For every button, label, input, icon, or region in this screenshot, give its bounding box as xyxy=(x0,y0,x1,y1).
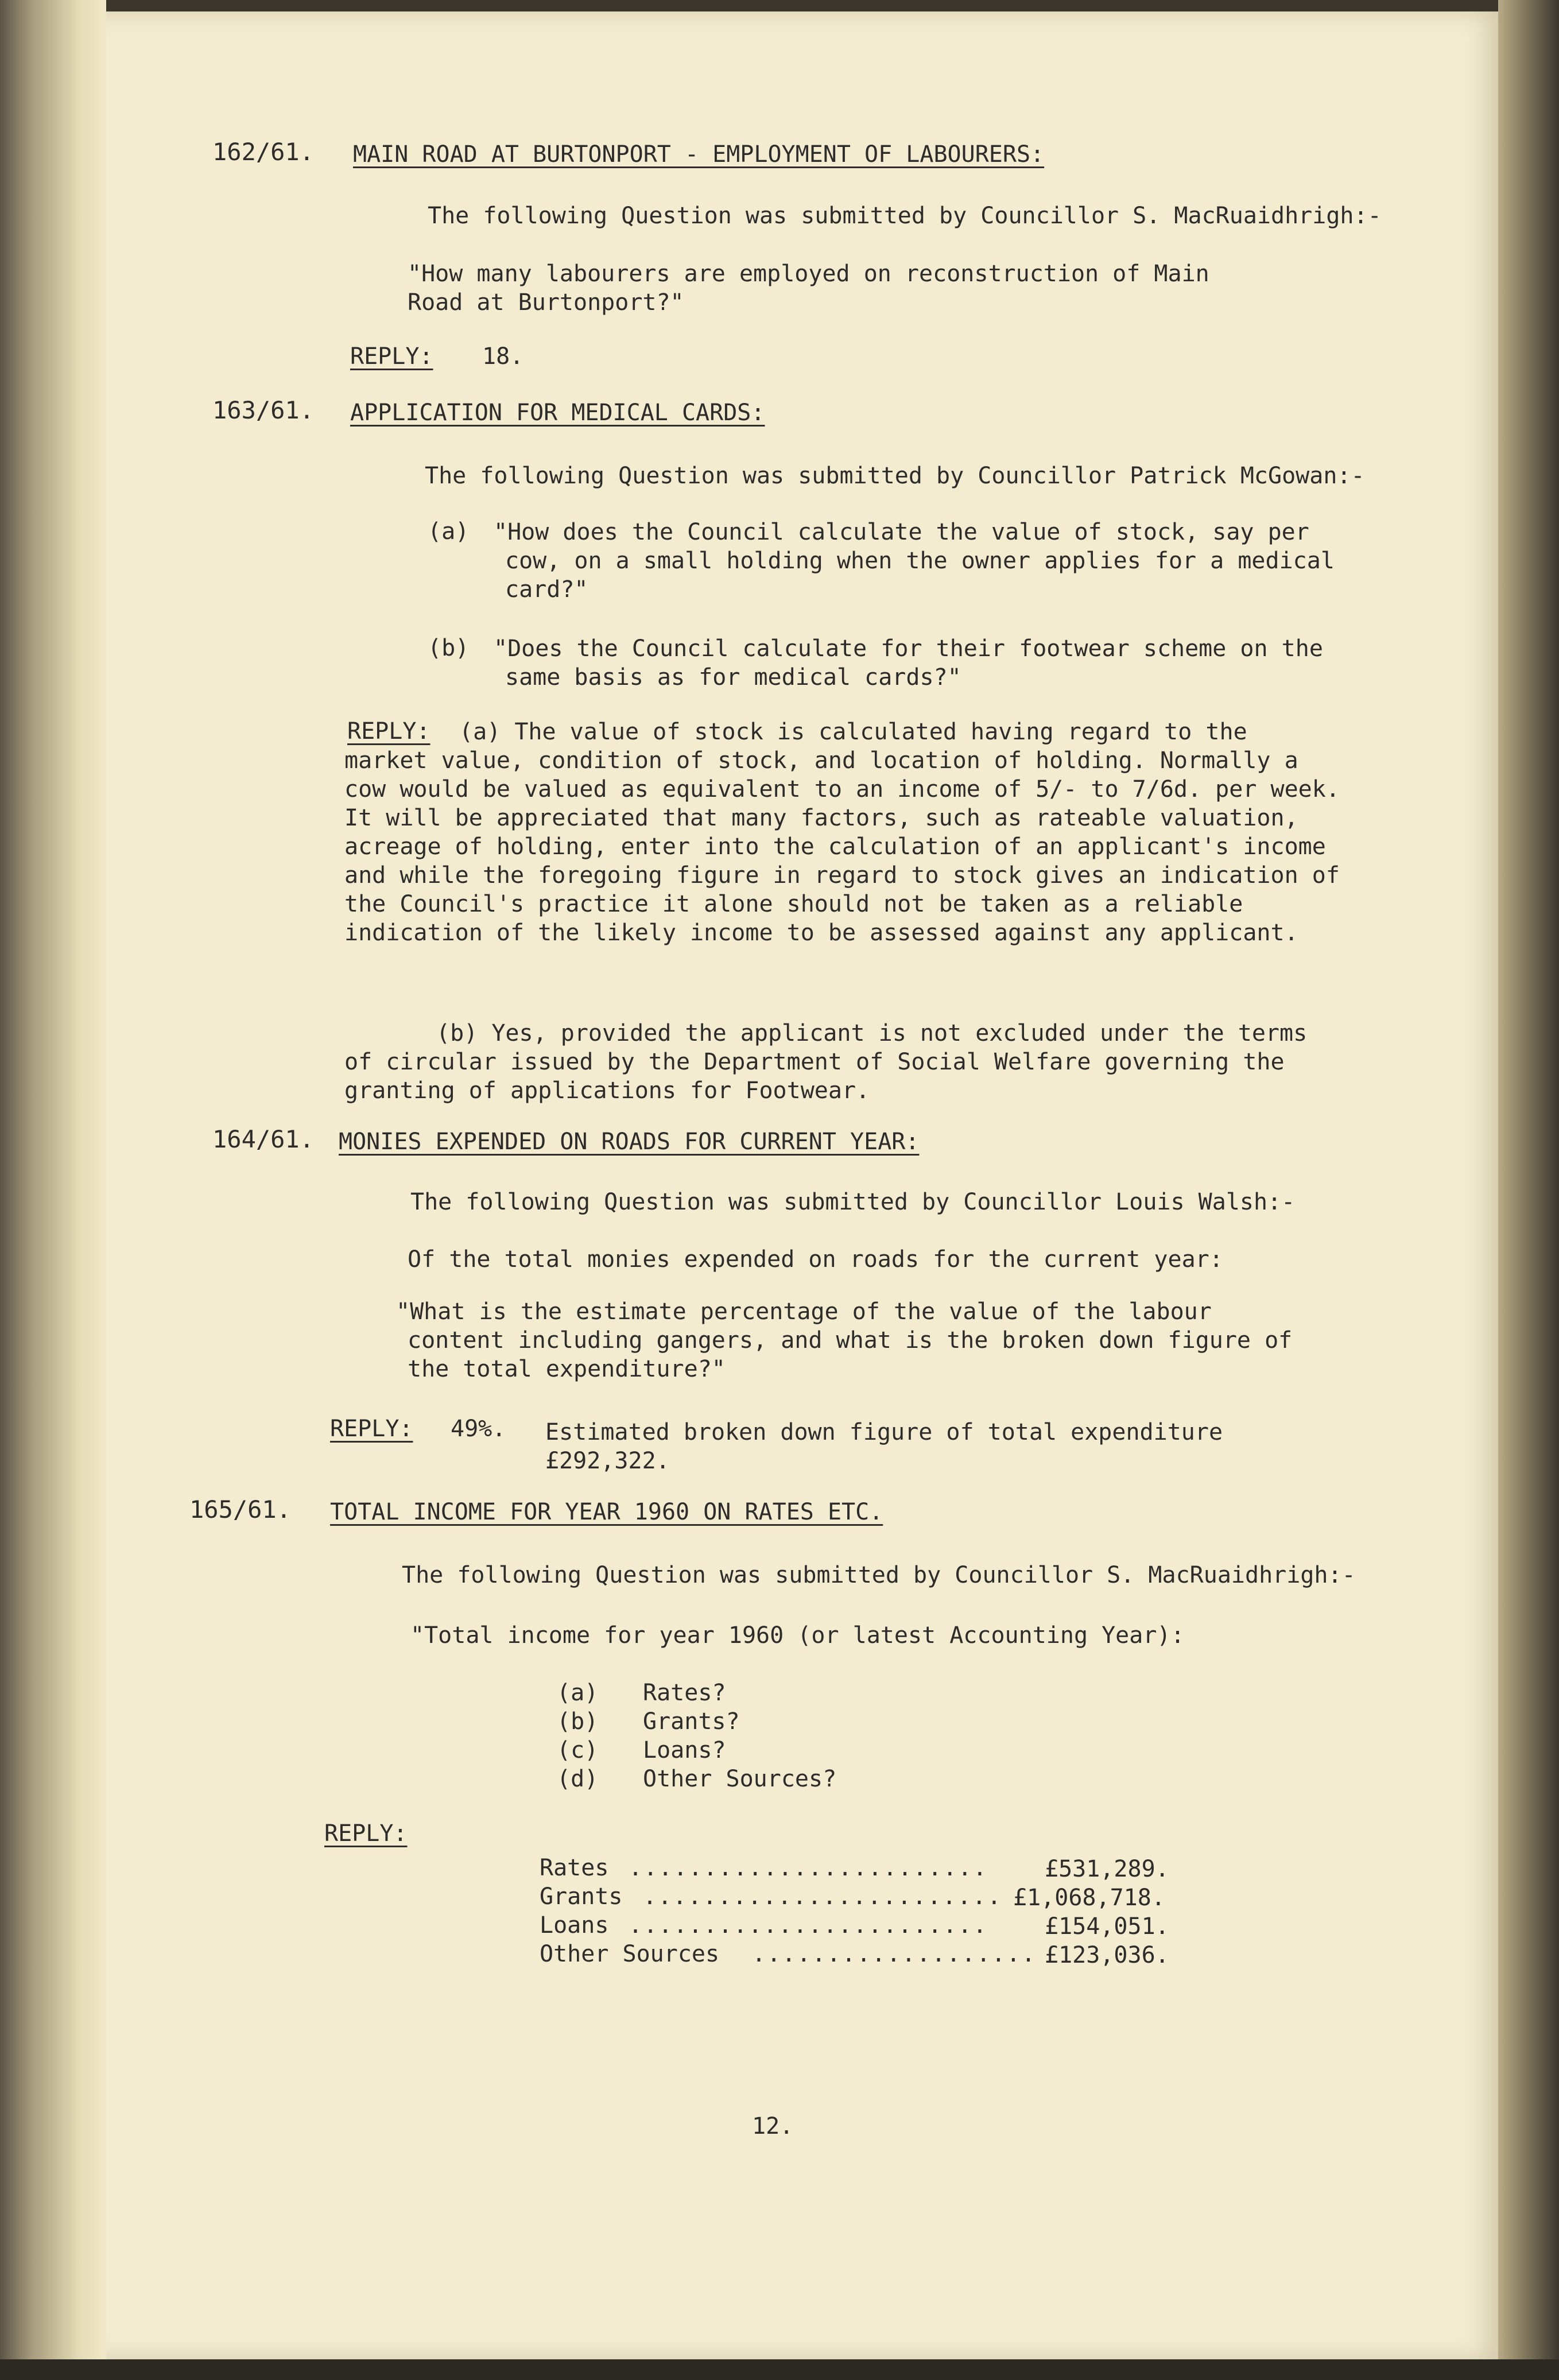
income-row-name: Loans xyxy=(540,1912,609,1939)
question-sub-intro: Of the total monies expended on roads for the current year: xyxy=(408,1246,1223,1273)
question-intro: The following Question was submitted by Councillor S. MacRuaidhrigh:- xyxy=(402,1562,1356,1588)
item-heading: MONIES EXPENDED ON ROADS FOR CURRENT YEAR: xyxy=(339,1129,920,1155)
item-number: 165/61. xyxy=(189,1495,292,1524)
income-row-amount: £123,036. xyxy=(1045,1942,1169,1968)
reply-label: REPLY: xyxy=(330,1416,413,1442)
sub-item-label: (a) xyxy=(557,1680,599,1706)
reply-text: Estimated broken down figure of total expenditure £292,322. xyxy=(545,1419,1223,1474)
scan-top-border xyxy=(0,0,1559,11)
question-intro: The following Question was submitted by Councillor Patrick McGowan:- xyxy=(425,463,1365,489)
question-label-a: (a) xyxy=(428,518,470,545)
reply-label: REPLY: xyxy=(347,718,431,745)
reply-a-text: (a) The value of stock is calculated having regard to the market value, condition of stock, and location of holding. Normally a cow would be valued as equivalent to an income of 5/- to 7/6d. per week. It will be appreciated that many factors, such as rateable valuation, acreage of holding, enter into the calculation of an applicant's income and while the foregoing figure in regard to stock gives an indication of the Council's practice it alone should not be taken as a reliable indication of the likely income to be assessed against any applicant. xyxy=(344,719,1340,946)
income-row-amount: £1,068,718. xyxy=(1013,1885,1165,1911)
question-text: "How many labourers are employed on reconstruction of Main Road at Burtonport?" xyxy=(408,261,1209,316)
income-row-leader: ........................ xyxy=(643,1883,1002,1910)
item-number: 162/61. xyxy=(212,138,315,166)
book-spine xyxy=(0,0,106,2380)
question-b-text: "Does the Council calculate for their footwear scheme on the same basis as for medical cards?" xyxy=(494,635,1323,691)
income-row-amount: £154,051. xyxy=(1045,1913,1169,1940)
income-row-amount: £531,289. xyxy=(1045,1856,1169,1882)
sub-item-label: (c) xyxy=(557,1737,599,1763)
sub-item-text: Rates? xyxy=(643,1680,726,1706)
document-page xyxy=(86,11,1504,2359)
sub-item-text: Loans? xyxy=(643,1737,726,1763)
sub-item-text: Grants? xyxy=(643,1708,740,1735)
item-heading: TOTAL INCOME FOR YEAR 1960 ON RATES ETC. xyxy=(330,1499,883,1525)
item-number: 164/61. xyxy=(212,1125,315,1153)
question-a-text: "How does the Council calculate the value of stock, say per cow, on a small holding when the owner applies for a medical card?" xyxy=(494,519,1335,603)
item-number: 163/61. xyxy=(212,396,315,424)
sub-item-label: (b) xyxy=(557,1708,599,1735)
reply-label: REPLY: xyxy=(324,1820,408,1847)
question-text: "Total income for year 1960 (or latest Accounting Year): xyxy=(410,1622,1185,1649)
page-edge xyxy=(1498,0,1559,2380)
income-row-name: Other Sources xyxy=(540,1941,720,1967)
reply-b-text: (b) Yes, provided the applicant is not excluded under the terms of circular issued by the Department of Social Welfare governing the granting of applications for Footwear. xyxy=(344,1020,1308,1104)
page-number: 12. xyxy=(752,2113,794,2139)
reply-text: 18. xyxy=(482,343,524,370)
income-row-leader: ........................ xyxy=(629,1912,988,1939)
question-intro: The following Question was submitted by Councillor S. MacRuaidhrigh:- xyxy=(428,203,1382,229)
sub-item-text: Other Sources? xyxy=(643,1766,837,1792)
question-text: "What is the estimate percentage of the value of the labour content including gangers, and what is the broken down figure of the total expenditure?" xyxy=(396,1298,1293,1382)
item-heading: MAIN ROAD AT BURTONPORT - EMPLOYMENT OF LABOURERS: xyxy=(353,141,1045,168)
question-intro: The following Question was submitted by Councillor Louis Walsh:- xyxy=(410,1189,1296,1215)
reply-percentage: 49%. xyxy=(451,1416,506,1442)
sub-item-label: (d) xyxy=(557,1766,599,1792)
income-row-name: Rates xyxy=(540,1855,609,1881)
income-row-name: Grants xyxy=(540,1883,623,1910)
scan-bottom-border xyxy=(0,2359,1559,2380)
income-row-leader: ................... xyxy=(752,1941,1037,1967)
question-label-b: (b) xyxy=(428,635,470,661)
item-heading: APPLICATION FOR MEDICAL CARDS: xyxy=(350,400,765,426)
reply-label: REPLY: xyxy=(350,343,433,370)
income-row-leader: ........................ xyxy=(629,1855,988,1881)
